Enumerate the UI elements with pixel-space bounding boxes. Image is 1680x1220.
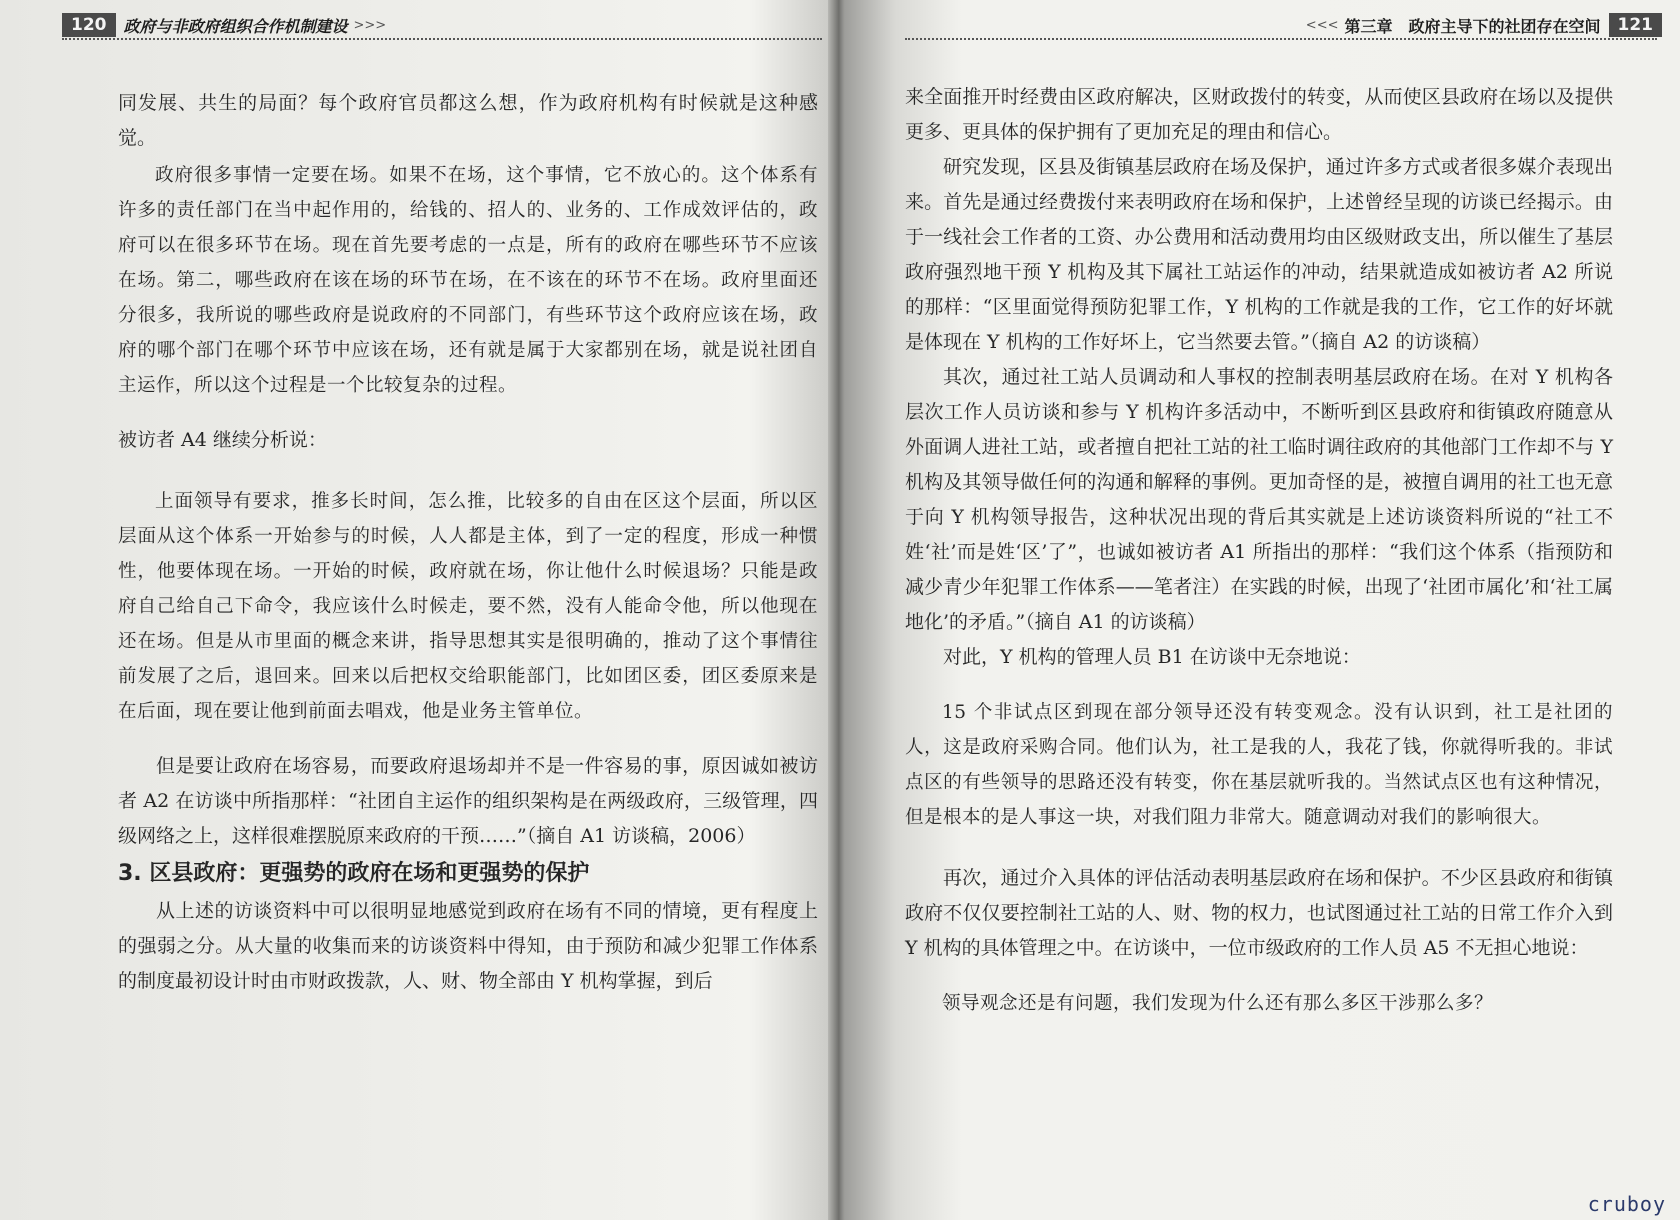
right-running-title: 第三章 政府主导下的社团存在空间 <box>1344 16 1601 36</box>
quote-paragraph: 政府很多事情一定要在场。如果不在场，这个事情，它不放心的。这个体系有许多的责任部门在当中起作用的，给钱的、招人的、业务的、工作成效评估的，政府可以在很多环节在场。现在首先要考虑的一点是，所有的政府在哪些环节不应该在场。第二，哪些政府在该在场的环节在场，在不该在的环节不在场。政府里面还分很多，我所说的哪些政府是说政府的不同部门，有些环节这个政府应该在场，政府的哪个部门在哪个环节中应该在场，还有就是属于大家都别在场，就是说社团自主运作，所以这个过程是一个比较复杂的过程。 <box>118 165 818 396</box>
left-header-rule <box>62 38 822 40</box>
quote-paragraph: 上面领导有要求，推多长时间，怎么推，比较多的自由在区这个层面，所以区层面从这个体系一开始参与的时候，人人都是主体，到了一定的程度，形成一种惯性，他要体现在场。一开始的时候，政府就在场，你让他什么时候退场？只能是政府自己给自己下命令，我应该什么时候走，要不然，没有人能命令他，所以他现在还在场。但是从市里面的概念来讲，指导思想其实是很明确的，推动了这个事情往前发展了之后，退回来。回来以后把权交给职能部门，比如团区委，团区委原来是在后面，现在要让他到前面去唱戏，他是业务主管单位。 <box>118 491 818 722</box>
paragraph: 其次，通过社工站人员调动和人事权的控制表明基层政府在场。在对 Y 机构各层次工作人员访谈和参与 Y 机构许多活动中，不断听到区县政府和街镇政府随意从外面调人进社工站，或者擅自把社工站的社工临时调往政府的其他部门工作却不与 Y 机构及其领导做任何的沟通和解释的事例。更加奇怪的是，被擅自调用的社工也无意于向 Y 机构领导报告，这种状况出现的背后其实就是上述访谈资料所说的“社工不姓‘社’而是姓‘区’了”，也诚如被访者 A1 所指出的那样：“我们这个体系（指预防和减少青少年犯罪工作体系——笔者注）在实践的时候，出现了‘社团市属化’和‘社工属地化’的矛盾。”（摘自 A1 的访谈稿） <box>905 366 1613 633</box>
spacer <box>118 729 818 749</box>
paragraph: 来全面推开时经费由区政府解决，区财政拨付的转变，从而使区县政府在场以及提供更多、更具体的保护拥有了更加充足的理由和信心。 <box>905 86 1613 143</box>
spacer <box>118 458 818 484</box>
right-title-arrows: <<< <box>1305 17 1339 33</box>
right-header-rule <box>905 38 1657 40</box>
spacer <box>118 403 818 423</box>
left-page-number: 120 <box>62 13 116 37</box>
left-body-text <box>118 86 818 999</box>
paragraph: 对此，Y 机构的管理人员 B1 在访谈中无奈地说： <box>943 646 1361 668</box>
paragraph: 从上述的访谈资料中可以很明显地感觉到政府在场有不同的情境，更有程度上的强弱之分。从大量的收集而来的访谈资料中得知，由于预防和减少犯罪工作体系的制度最初设计时由市财政拨款，人、财、物全部由 Y 机构掌握，到后 <box>118 900 818 992</box>
section-heading: 3. 区县政府：更强势的政府在场和更强势的保护 <box>118 861 590 886</box>
watermark: cruboy <box>1587 1192 1666 1216</box>
quote-paragraph: 领导观念还是有问题，我们发现为什么还有那么多区干涉那么多？ <box>942 993 1494 1014</box>
right-body-text <box>905 80 1613 1021</box>
spacer <box>905 835 1613 861</box>
right-page <box>845 0 1680 1220</box>
left-running-header <box>62 10 392 40</box>
left-running-title: 政府与非政府组织合作机制建设 <box>123 16 348 36</box>
paragraph: 研究发现，区县及街镇基层政府在场及保护，通过许多方式或者很多媒介表现出来。首先是通过经费拨付来表明政府在场和保护，上述曾经呈现的访谈已经揭示。由于一线社会工作者的工资、办公费用和活动费用均由区级财政支出，所以催生了基层政府强烈地干预 Y 机构及其下属社工站运作的冲动，结果就造成如被访者 A2 所说的那样：“区里面觉得预防犯罪工作，Y 机构的工作就是我的工作，它工作的好坏就是体现在 Y 机构的工作好坏上，它当然要去管。”（摘自 A2 的访谈稿） <box>905 156 1613 353</box>
spacer <box>905 966 1613 986</box>
left-page <box>0 0 835 1220</box>
left-title-arrows: >>> <box>353 17 387 33</box>
quote-paragraph: 15 个非试点区到现在部分领导还没有转变观念。没有认识到，社工是社团的人，这是政府采购合同。他们认为，社工是我的人，我花了钱，你就得听我的。非试点区的有些领导的思路还没有转变，你在基层就听我的。当然试点区也有这种情况，但是根本的是人事这一块，对我们阻力非常大。随意调动对我们的影响很大。 <box>905 702 1613 828</box>
right-running-header <box>1300 10 1662 40</box>
paragraph: 被访者 A4 继续分析说： <box>118 429 327 451</box>
paragraph: 同发展、共生的局面？每个政府官员都这么想，作为政府机构有时候就是这种感觉。 <box>118 92 818 149</box>
right-page-number: 121 <box>1609 13 1663 37</box>
paragraph: 再次，通过介入具体的评估活动表明基层政府在场和保护。不少区县政府和街镇政府不仅仅要控制社工站的人、财、物的权力，也试图通过社工站的日常工作介入到 Y 机构的具体管理之中。在访谈中，一位市级政府的工作人员 A5 不无担心地说： <box>905 867 1613 959</box>
spacer <box>905 675 1613 695</box>
paragraph: 但是要让政府在场容易，而要政府退场却并不是一件容易的事，原因诚如被访者 A2 在访谈中所指那样：“社团自主运作的组织架构是在两级政府，三级管理，四级网络之上，这样很难摆脱原来政府的干预……”（摘自 A1 访谈稿，2006） <box>118 755 818 847</box>
